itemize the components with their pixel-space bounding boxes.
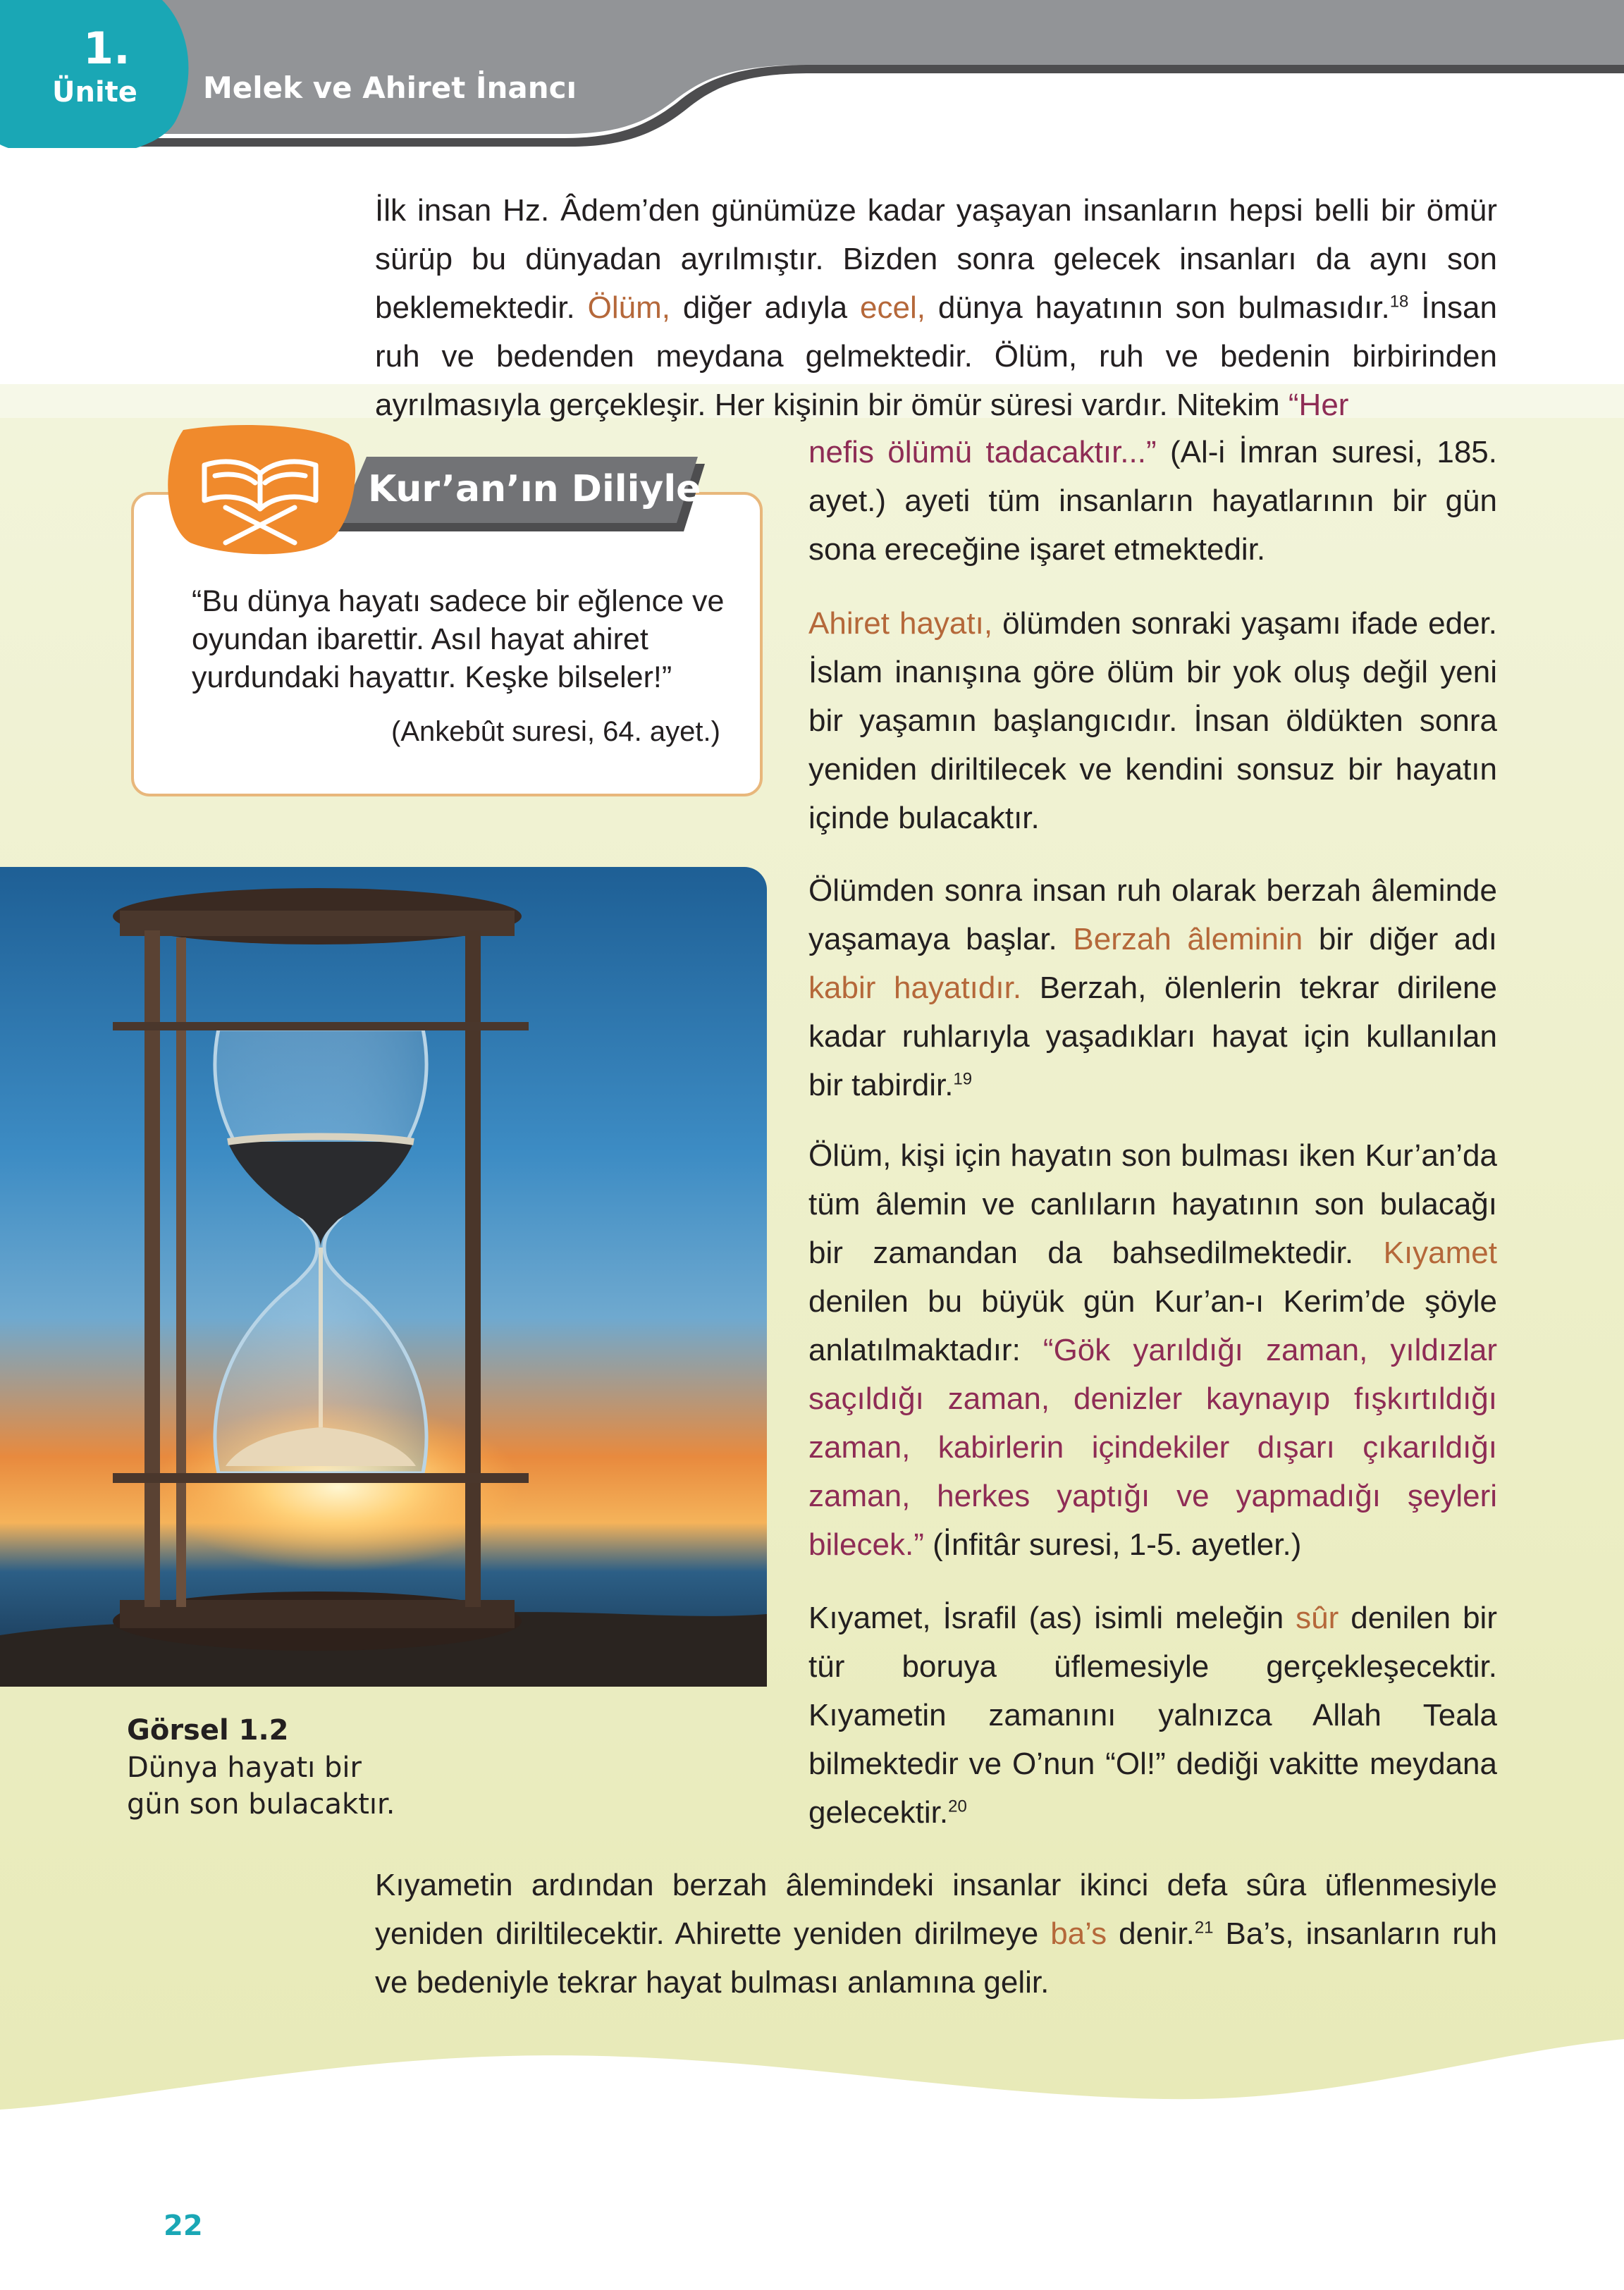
footnote-20: 20 [948, 1797, 967, 1816]
berzah-text-1: Ölümden sonra insan ruh olarak berzah âleminde yaşamaya başlar. [808, 873, 1497, 956]
chapter-title: Melek ve Ahiret İnancı [203, 70, 577, 105]
unit-number: 1. [83, 23, 130, 74]
quote-nefis: nefis ölümü tadacaktır...” [808, 435, 1157, 469]
term-berzah: Berzah âleminin [1073, 922, 1303, 956]
kiyamet-text-1: Ölüm, kişi için hayatın son bulması iken Kur’an’da tüm âlemin ve canlıların hayatının son bulacağı bir zamandan da bahsedilmektedir. [808, 1138, 1497, 1270]
bas-paragraph [375, 1861, 1497, 2007]
box-quote-text: “Bu dünya hayatı sadece bir eğlence ve oyundan ibarettir. Asıl hayat ahiret yurdundaki hayattır. Keşke bilseler!” [192, 584, 725, 694]
term-ecel: ecel, [860, 290, 925, 325]
quote-her: “Her [1288, 388, 1349, 422]
intro-text-1: İlk insan Hz. Âdem’den günümüze kadar yaşayan insanların hepsi belli bir ömür sürüp bu dünyadan ayrılmıştır. Bizden sonra gelecek insanları da aynı son beklemektedir. [375, 193, 1497, 325]
unit-label: Ünite [52, 76, 137, 109]
intro-paragraph [375, 186, 1497, 429]
berzah-text-2: bir diğer adı [1303, 922, 1498, 956]
figure-caption: Dünya hayatı bir gün son bulacaktır. [127, 1752, 395, 1821]
israfil-paragraph [808, 1594, 1497, 1837]
ahiret-text: ölümden sonraki yaşamı ifade eder. İslam inanışına göre ölüm bir yok oluş değil yeni bir yaşamın başlangıcıdır. İnsan öldükten sonra yeniden diriltilecek ve kendini sonsuz bir hayatın içinde bulacaktır. [808, 606, 1497, 835]
hourglass-photo [0, 867, 767, 1687]
term-ahiret: Ahiret hayatı, [808, 606, 993, 641]
box-quote-reference: (Ankebût suresi, 64. ayet.) [391, 716, 720, 747]
term-kabir: kabir hayatıdır. [808, 971, 1022, 1005]
page-number: 22 [164, 2210, 203, 2242]
footnote-18: 18 [1389, 292, 1409, 312]
kiyamet-paragraph [808, 1131, 1497, 1569]
intro-text-3: dünya hayatının son bulmasıdır. [925, 290, 1390, 325]
bas-text-3: Ba’s, insanların ruh ve bedeniyle tekrar hayat bulması anlamına gelir. [375, 1916, 1497, 2000]
footnote-21: 21 [1194, 1918, 1214, 1938]
infitar-reference: (İnfitâr suresi, 1-5. ayetler.) [923, 1527, 1302, 1562]
term-bas: ba’s [1050, 1916, 1107, 1951]
term-sur: sûr [1296, 1601, 1339, 1635]
intro-text-4: İnsan ruh ve bedenden meydana gelmektedir. Ölüm, ruh ve bedenin birbirinden ayrılmasıyla gerçekleşir. Her kişinin bir ömür süresi vardır. Nitekim [375, 290, 1497, 422]
nefis-paragraph [808, 428, 1497, 574]
israfil-text-2: denilen bir tür boruya üflemesiyle gerçekleşecektir. Kıyametin zamanını yalnızca Allah Teala bilmektedir ve O’nun “Ol!” dediği vakitte meydana gelecektir. [808, 1601, 1497, 1830]
term-kiyamet: Kıyamet [1383, 1236, 1497, 1270]
ahiret-paragraph [808, 599, 1497, 842]
bas-text-2: denir. [1107, 1916, 1195, 1951]
intro-text-2: diğer adıyla [670, 290, 860, 325]
term-olum: Ölüm, [587, 290, 670, 325]
berzah-paragraph [808, 866, 1497, 1109]
box-title: Kur’an’ın Diliyle [368, 468, 701, 510]
kiyamet-text-2: denilen bu büyük gün Kur’an-ı Kerim’de şöyle anlatılmaktadır: [808, 1284, 1497, 1367]
berzah-text-3: Berzah, ölenlerin tekrar dirilene kadar ruhlarıyla yaşadıkları hayat için kullanılan bir tabirdir. [808, 971, 1497, 1102]
israfil-text-1: Kıyamet, İsrafil (as) isimli meleğin [808, 1601, 1296, 1635]
bas-text-1: Kıyametin ardından berzah âlemindeki insanlar ikinci defa sûra üflenmesiyle yeniden diriltilecektir. Ahirette yeniden dirilmeye [375, 1868, 1497, 1951]
open-quran-icon [162, 423, 358, 557]
footnote-19: 19 [953, 1069, 973, 1089]
figure-title: Görsel 1.2 [127, 1714, 289, 1747]
nefis-text: (Al-i İmran suresi, 185. ayet.) ayeti tüm insanların hayatlarının bir gün sona ereceğine işaret etmektedir. [808, 435, 1497, 567]
quote-infitar: “Gök yarıldığı zaman, yıldızlar saçıldığı zaman, denizler kaynayıp fışkırtıldığı zaman, kabirlerin içindekiler dışarı çıkarıldığı zaman, herkes yaptığı ve yapmadığı şeyleri bilecek.” [808, 1333, 1497, 1562]
